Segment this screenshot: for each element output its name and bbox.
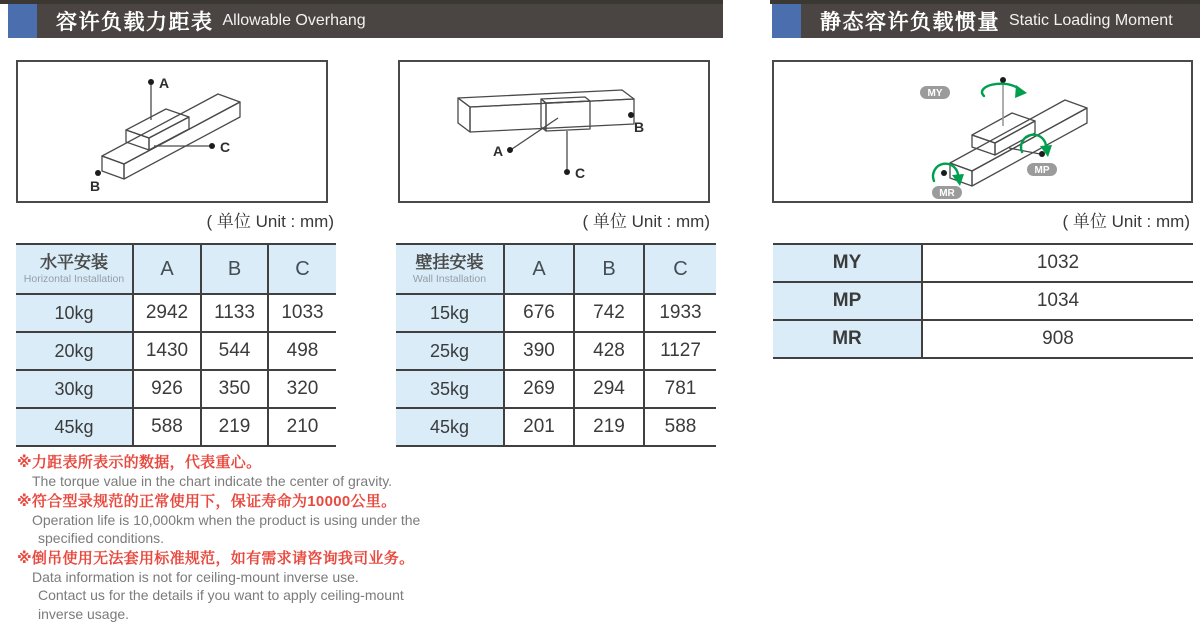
value-cell: 544 (201, 332, 268, 370)
diagram-horizontal-overhang (16, 60, 328, 203)
column-header-c: C (268, 244, 336, 294)
dimension-point-a (493, 118, 558, 159)
column-header-b: B (574, 244, 644, 294)
value-cell: 1430 (133, 332, 201, 370)
load-cell: 30kg (16, 370, 133, 408)
static-moment-table (773, 243, 1193, 359)
table-title-en: Horizontal Installation (23, 273, 125, 286)
header-bar (801, 4, 1200, 38)
value-cell: 498 (268, 332, 336, 370)
value-cell: 219 (574, 408, 644, 446)
wall-table-body (396, 244, 716, 446)
value-cell: 390 (504, 332, 574, 370)
value-cell: 926 (133, 370, 201, 408)
dimension-point-b (628, 112, 644, 135)
header-title-zh: 静态容许负载惯量 (820, 11, 1000, 34)
moment-label-cell: MY (773, 244, 922, 282)
table-row (396, 370, 716, 408)
load-cell: 45kg (396, 408, 504, 446)
svg-text:A: A (493, 143, 504, 159)
note-line-en: specified conditions. (38, 530, 165, 547)
table-row (16, 332, 336, 370)
note-line-zh: ※倒吊使用无法套用标准规范，如有需求请咨询我司业务。 (17, 549, 415, 567)
load-cell: 25kg (396, 332, 504, 370)
rail-moment-drawing (774, 62, 1191, 201)
my-axis-and-rotation-arrow (920, 77, 1027, 126)
dimension-point-c (564, 131, 585, 181)
svg-text:C: C (575, 165, 586, 181)
unit-label: ( 单位 Unit : mm) (206, 212, 334, 231)
value-cell: 210 (268, 408, 336, 446)
table-row (396, 294, 716, 332)
moment-value-cell: 908 (922, 320, 1193, 358)
value-cell: 269 (504, 370, 574, 408)
table-title-zh: 壁挂安装 (415, 252, 484, 272)
table-row (396, 408, 716, 446)
header-bar (37, 4, 723, 38)
value-cell: 428 (574, 332, 644, 370)
mp-axis-and-rotation-arrow (1009, 135, 1057, 176)
header-accent-square (8, 4, 37, 38)
load-cell: 10kg (16, 294, 133, 332)
column-header-c: C (644, 244, 716, 294)
table-row (16, 294, 336, 332)
note-line-en: Contact us for the details if you want to apply ceiling-mount (38, 587, 404, 604)
load-cell: 35kg (396, 370, 504, 408)
value-cell: 1127 (644, 332, 716, 370)
value-cell: 742 (574, 294, 644, 332)
moment-table-body (773, 244, 1193, 358)
column-header-a: A (133, 244, 201, 294)
header-title-en: Allowable Overhang (222, 12, 366, 29)
moment-value-cell: 1034 (922, 282, 1193, 320)
value-cell: 781 (644, 370, 716, 408)
header-title-en: Static Loading Moment (1009, 12, 1173, 29)
footnotes (17, 452, 507, 624)
table-row (773, 320, 1193, 358)
note-line-en: Operation life is 10,000km when the product is using under the (32, 511, 421, 528)
load-cell: 15kg (396, 294, 504, 332)
table-header-row (396, 244, 716, 294)
value-cell: 588 (133, 408, 201, 446)
note-line-zh: ※力距表所表示的数据，代表重心。 (17, 454, 262, 471)
column-header-a: A (504, 244, 574, 294)
value-cell: 1933 (644, 294, 716, 332)
rail-body (950, 100, 1087, 186)
value-cell: 320 (268, 370, 336, 408)
svg-text:A: A (159, 75, 170, 91)
note-line-en: The torque value in the chart indicate the center of gravity. (32, 473, 393, 489)
svg-text:MY: MY (927, 88, 943, 99)
allowable-overhang-header (0, 0, 723, 38)
note-line-zh: ※符合型录规范的正常使用下，保证寿命为10000公里。 (17, 492, 397, 510)
static-loading-moment-header (770, 0, 1200, 38)
unit-label: ( 单位 Unit : mm) (582, 212, 710, 231)
header-title-zh: 容许负载力距表 (56, 11, 214, 34)
svg-text:MP: MP (1034, 165, 1050, 176)
load-cell: 20kg (16, 332, 133, 370)
moment-label-cell: MR (773, 320, 922, 358)
svg-text:B: B (634, 119, 645, 135)
mr-axis-and-rotation-arrow (932, 164, 964, 199)
diagram-wall-overhang (398, 60, 710, 203)
rail-isometric-drawing (18, 62, 326, 201)
table-row (773, 282, 1193, 320)
wall-installation-table (396, 243, 716, 447)
value-cell: 1133 (201, 294, 268, 332)
table-title-cell (396, 244, 504, 294)
value-cell: 294 (574, 370, 644, 408)
table-row (16, 408, 336, 446)
horizontal-table-body (16, 244, 336, 446)
value-cell: 588 (644, 408, 716, 446)
dimension-point-b (90, 170, 101, 194)
value-cell: 676 (504, 294, 574, 332)
value-cell: 219 (201, 408, 268, 446)
moment-label-cell: MP (773, 282, 922, 320)
svg-text:B: B (90, 178, 101, 194)
table-title-cell (16, 244, 133, 294)
svg-text:MR: MR (939, 188, 955, 199)
table-title-en: Wall Installation (412, 273, 487, 286)
horizontal-installation-table (16, 243, 336, 447)
moment-value-cell: 1032 (922, 244, 1193, 282)
value-cell: 350 (201, 370, 268, 408)
column-header-b: B (201, 244, 268, 294)
load-cell: 45kg (16, 408, 133, 446)
rail-body (102, 94, 240, 179)
table-row (773, 244, 1193, 282)
table-title-zh: 水平安装 (40, 252, 108, 272)
note-line-en: Data information is not for ceiling-mount inverse use. (32, 568, 359, 585)
unit-label: ( 单位 Unit : mm) (1062, 212, 1190, 231)
svg-text:C: C (220, 139, 231, 155)
rail-side-drawing (400, 62, 708, 201)
table-row (396, 332, 716, 370)
value-cell: 1033 (268, 294, 336, 332)
header-accent-square (772, 4, 801, 38)
note-line-en: inverse usage. (38, 605, 130, 622)
value-cell: 2942 (133, 294, 201, 332)
diagram-static-moments (772, 60, 1193, 203)
table-header-row (16, 244, 336, 294)
value-cell: 201 (504, 408, 574, 446)
table-row (16, 370, 336, 408)
